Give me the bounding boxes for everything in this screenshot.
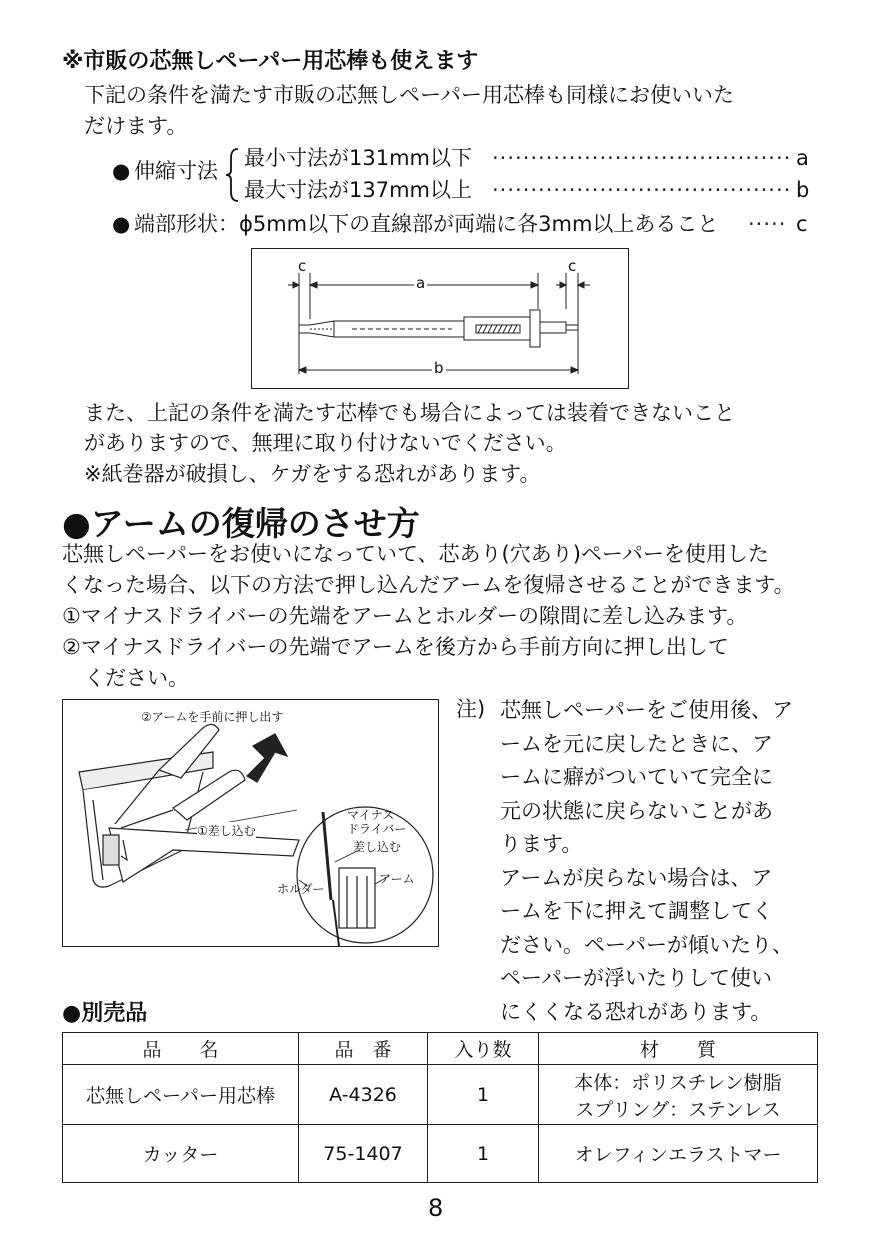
letter-a: a — [796, 146, 809, 170]
material-line: スプリング：ステンレス — [575, 1098, 781, 1121]
core-rod-diagram — [251, 248, 629, 389]
min-size-text: 最小寸法が131mm以下 — [244, 146, 472, 170]
push-label: ②アームを手前に押し出す — [141, 710, 284, 724]
note-line: ームを下に押えて調整してく — [500, 899, 773, 923]
header-qty: 入り数 — [428, 1033, 539, 1065]
cell-name: 芯無しペーパー用芯棒 — [63, 1065, 299, 1125]
arm-step1: ①マイナスドライバーの先端をアームとホルダーの隙間に差し込みます。 — [62, 604, 748, 628]
cell-material: オレフィンエラストマー — [539, 1125, 818, 1183]
core-intro-line1: 下記の条件を満たす市販の芯無しペーパー用芯棒も同様にお使いいた — [84, 83, 734, 107]
dot-leader-c: ····· — [748, 212, 787, 236]
telescopic-label: 伸縮寸法 — [134, 159, 218, 183]
arm-section-title: ●アームの復帰のさせ方 — [62, 504, 420, 543]
driver-label-1: マイナス — [347, 808, 395, 822]
cell-number: 75-1407 — [299, 1125, 428, 1183]
core-warning: ※紙巻器が破損し、ケガをする恐れがあります。 — [84, 462, 541, 486]
max-size-text: 最大寸法が137mm以上 — [244, 178, 472, 202]
bullet-dot: ● — [112, 212, 131, 236]
note-prefix: 注) — [456, 697, 486, 721]
core-note-line2: がありますので、無理に取り付けないでください。 — [84, 431, 567, 455]
cell-name: カッター — [63, 1125, 299, 1183]
arm-label: アーム — [379, 872, 415, 886]
note-line: ださい。ペーパーが傾いたり、 — [500, 932, 793, 957]
holder-label: ホルダー — [277, 882, 325, 896]
note-line: ります。 — [500, 832, 583, 856]
table-row — [63, 1125, 818, 1183]
dim-label-b: b — [434, 359, 444, 377]
note-line: 芯無しペーパーをご使用後、ア — [500, 698, 793, 722]
end-shape-text: 端部形状：ϕ5mm以下の直線部が両端に各3mm以上あること — [134, 212, 719, 236]
note-line: 元の状態に戻らないことがあ — [500, 798, 773, 823]
arm-para-line1: 芯無しペーパーをお使いになっていて、芯あり(穴あり)ペーパーを使用した — [62, 542, 769, 566]
dot-leader-a: ······································· — [492, 146, 792, 170]
note-line: ームに癖がついていて完全に — [500, 765, 773, 789]
page-number: 8 — [428, 1194, 444, 1222]
brace-icon — [224, 146, 242, 204]
dim-label-c-right: c — [568, 257, 577, 275]
header-name: 品 名 — [63, 1033, 299, 1065]
arm-step2-line1: ②マイナスドライバーの先端でアームを後方から手前方向に押し出して — [62, 635, 729, 659]
arm-step2-line2: ください。 — [84, 666, 189, 690]
core-note-line1: また、上記の条件を満たす芯棒でも場合によっては装着できないこと — [84, 401, 735, 425]
driver-label-2: ドライバー — [347, 822, 407, 836]
dim-label-a: a — [416, 274, 426, 292]
driver-insert-label: 差し込む — [353, 840, 402, 854]
material-line: 本体：ポリスチレン樹脂 — [574, 1071, 782, 1094]
cell-qty: 1 — [428, 1125, 539, 1183]
note-line: アームが戻らない場合は、ア — [500, 865, 773, 890]
core-section-title: ※市販の芯無しペーパー用芯棒も使えます — [62, 49, 479, 74]
letter-b: b — [796, 178, 810, 202]
cell-qty: 1 — [428, 1065, 539, 1125]
cell-material — [539, 1065, 818, 1125]
header-number: 品 番 — [299, 1033, 428, 1065]
dot-leader-b: ······································· — [492, 178, 792, 202]
note-line: ペーパーが浮いたりして使い — [500, 966, 772, 990]
dim-label-c-left: c — [298, 257, 307, 275]
arm-para-line2: くなった場合、以下の方法で押し込んだアームを復帰させることができます。 — [62, 573, 795, 597]
note-block — [500, 694, 830, 1029]
parts-table — [62, 1032, 818, 1183]
core-intro-line2: だけます。 — [84, 114, 188, 138]
cell-number: A-4326 — [299, 1065, 428, 1125]
note-line: ームを元に戻したときに、ア — [500, 731, 773, 756]
header-material: 材 質 — [539, 1033, 818, 1065]
note-line: にくくなる恐れがあります。 — [500, 999, 772, 1024]
insert-label: ①差し込む — [197, 824, 256, 838]
table-row — [63, 1065, 818, 1125]
arm-illustration — [62, 699, 439, 947]
bullet-dot: ● — [112, 159, 131, 183]
letter-c: c — [796, 212, 808, 236]
parts-section-title: ●別売品 — [62, 1001, 148, 1026]
table-header-row — [63, 1033, 818, 1065]
